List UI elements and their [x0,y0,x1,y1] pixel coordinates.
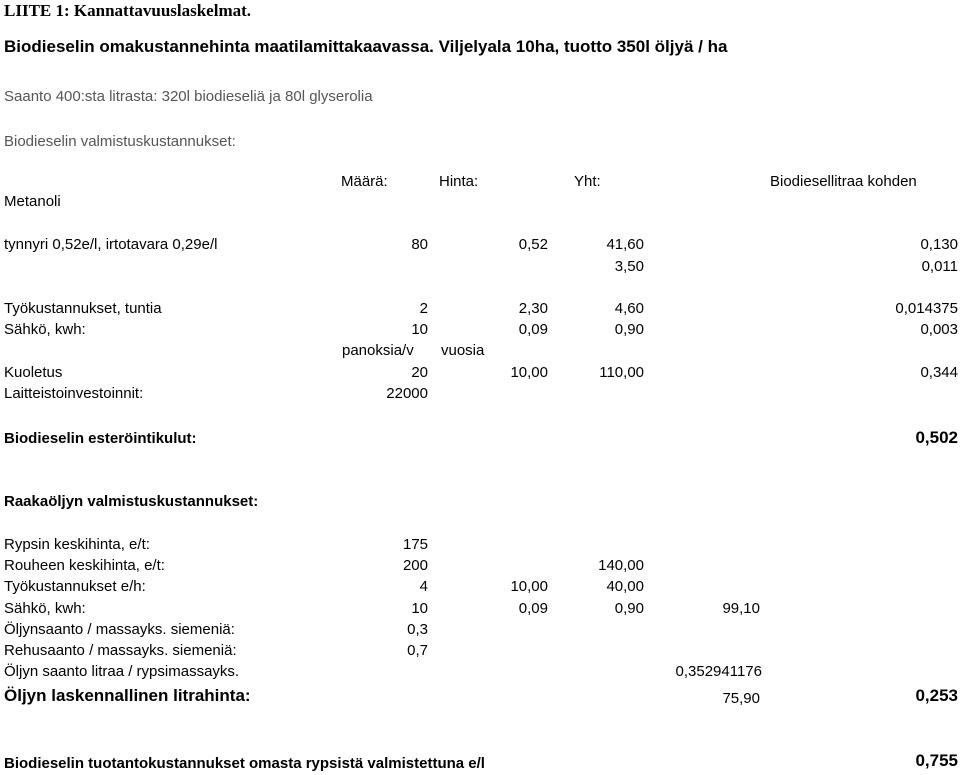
row-amount: 80 [411,236,428,253]
esterification-total-value: 0,502 [915,428,958,447]
row-label: Rehusaanto / massayks. siemeniä: [4,642,237,659]
row-amount: 0,7 [407,642,428,659]
oil-litre-price-mid: 75,90 [722,690,760,707]
row-per-litre: 0,011 [921,258,958,275]
row-total: 0,90 [614,600,644,617]
row-amount: 4 [419,578,428,595]
oil-litre-price-value: 0,253 [915,686,958,705]
row-label: Öljyn saanto litraa / rypsimassayks. [4,663,240,680]
title-line: Biodieselin omakustannehinta maatilamittakaavassa. Viljelyala 10ha, tuotto 350l öljyä / ha [4,37,728,56]
production-costs-heading: Biodieselin valmistuskustannukset: [4,133,236,150]
final-cost-label: Biodieselin tuotantokustannukset omasta rypsistä valmistettuna e/l [4,755,485,772]
yield-line: Saanto 400:sta litrasta: 320l biodieseliä ja 80l glyserolia [4,88,373,105]
row-label: Laitteistoinvestoinnit: [4,385,144,402]
row-total: 0,90 [614,321,644,338]
row-amount: 22000 [386,385,428,402]
row-price: 10,00 [510,364,548,381]
row-amount: 175 [402,536,428,553]
oil-litre-price-label: Öljyn laskennallinen litrahinta: [4,686,251,705]
row-total: 3,50 [614,258,644,275]
row-label: Rypsin keskihinta, e/t: [4,536,150,553]
row-label: Työkustannukset e/h: [4,578,146,595]
row-label: Öljynsaanto / massayks. siemeniä: [4,621,235,638]
raw-oil-heading: Raakaöljyn valmistuskustannukset: [4,493,259,510]
row-total: 41,60 [606,236,644,253]
col-header-price: Hinta: [439,173,479,190]
row-per-litre: 0,014375 [895,300,958,317]
row-amount: 2 [419,300,428,317]
row-label: tynnyri 0,52e/l, irtotavara 0,29e/l [4,236,218,253]
row-per-litre: 0,130 [920,236,958,253]
row-amount: 10 [411,321,428,338]
row-price: 0,52 [518,236,548,253]
col-header-amount: Määrä: [341,173,388,190]
row-price: vuosia [441,342,485,359]
row-amount: 10 [411,600,428,617]
row-label: Sähkö, kwh: [4,600,86,617]
row-per-litre: 0,003 [920,321,958,338]
row-price: 0,09 [518,600,548,617]
row-label: Sähkö, kwh: [4,321,86,338]
row-amount: 200 [402,557,428,574]
row-amount: 0,3 [407,621,428,638]
row-total: 40,00 [606,578,644,595]
row-total: 4,60 [614,300,644,317]
row-price: 2,30 [518,300,548,317]
row-price: 10,00 [510,578,548,595]
row-label: Työkustannukset, tuntia [4,300,162,317]
final-cost-value: 0,755 [915,751,958,770]
row-total: 140,00 [598,557,644,574]
row-extra: 0,352941176 [675,663,762,680]
col-header-total: Yht: [574,173,601,190]
row-label: Kuoletus [4,364,63,381]
methanol-label: Metanoli [4,193,61,210]
appendix-heading: LIITE 1: Kannattavuuslaskelmat. [4,1,252,20]
esterification-total-label: Biodieselin esteröintikulut: [4,430,197,447]
row-extra: 99,10 [722,600,760,617]
row-label: Rouheen keskihinta, e/t: [4,557,165,574]
row-amount: panoksia/v [342,342,414,359]
row-per-litre: 0,344 [920,364,958,381]
row-price: 0,09 [518,321,548,338]
col-header-per-litre: Biodiesellitraa kohden [770,173,917,190]
row-amount: 20 [411,364,428,381]
row-total: 110,00 [599,364,644,381]
